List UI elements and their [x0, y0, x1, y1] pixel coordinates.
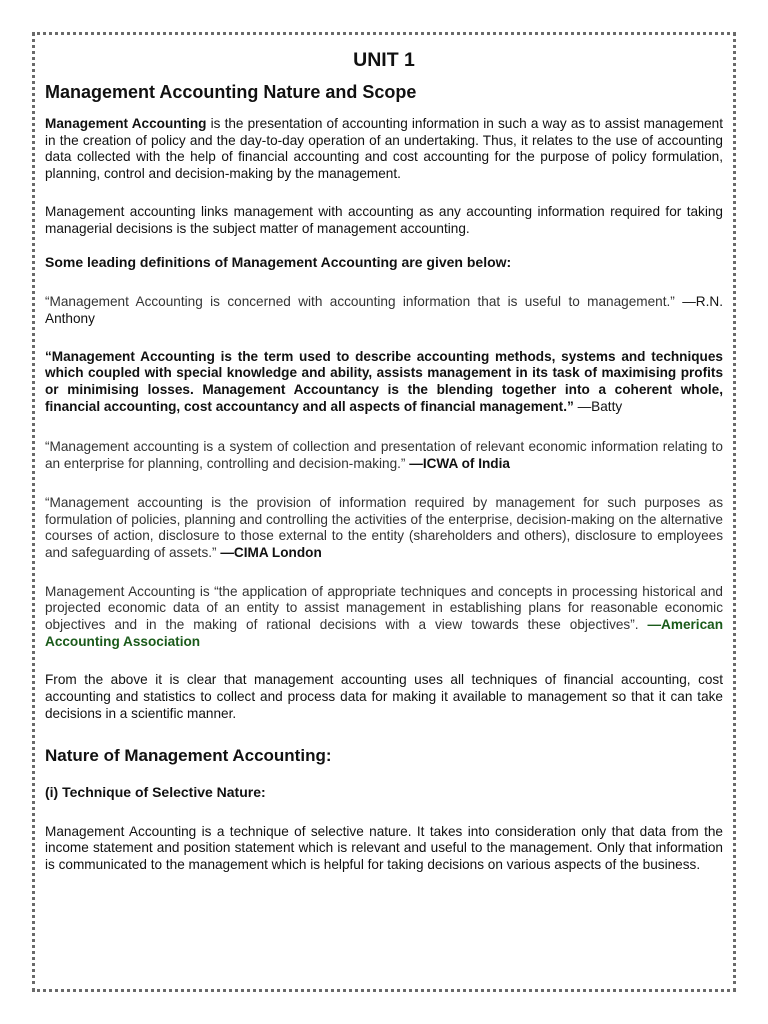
definition-aaa [45, 584, 723, 651]
definition-anthony [45, 294, 723, 327]
definition-cima [45, 495, 723, 562]
definition-batty [45, 349, 723, 416]
page-heading: Management Accounting Nature and Scope [45, 82, 417, 102]
definition-icwa-quote: “Management accounting is a system of collection and presentation of relevant economic information relating to an enterprise for planning, controlling and decision-making.” [45, 439, 723, 472]
conclusion-paragraph: From the above it is clear that management accounting uses all techniques of financial accounting, cost accounting and statistics to collect and process data for making it available to management so that it can take decisions in a scientific manner. [45, 672, 723, 721]
definition-cima-quote: “Management accounting is the provision of information required by management for such purposes as formulation of policies, planning and controlling the activities of the enterprise, decision-making on the alternative courses of action, disclosure to those external to the entity (shareholders and others), disclosure to employees and safeguarding of assets.” [45, 494, 723, 560]
definition-batty-source: —Batty [573, 398, 623, 414]
definition-anthony-quote: “Management Accounting is concerned with accounting information that is useful to management.” [45, 294, 675, 310]
definition-icwa [45, 439, 723, 472]
definitions-heading: Some leading definitions of Management Accounting are given below: [45, 254, 512, 271]
selective-paragraph: Management Accounting is a technique of selective nature. It takes into consideration only that data from the income statement and position statement which is relevant and useful to the management. Only that information is communicated to the management which is helpful for taking decisions on various aspects of the business. [45, 823, 723, 872]
nature-heading: Nature of Management Accounting: [45, 745, 332, 765]
intro-term: Management Accounting [45, 116, 207, 131]
definition-aaa-source: —American Accounting Association [45, 617, 724, 649]
page-content [45, 48, 723, 874]
intro-text: is the presentation of accounting information in such a way as to assist management in the creation of policy and the day-to-day operation of an undertaking. Thus, it relates to the use of accounting data collected with the help of financial accounting and cost accounting for the purpose of policy formulation, planning, control and decision-making by the management. [45, 116, 724, 182]
definition-cima-source: —CIMA London [216, 544, 322, 560]
unit-title: UNIT 1 [353, 49, 415, 71]
selective-subheading: (i) Technique of Selective Nature: [45, 783, 266, 800]
links-paragraph: Management accounting links management with accounting as any accounting information required for taking managerial decisions is the subject matter of management accounting. [45, 203, 723, 236]
definition-aaa-quote: Management Accounting is “the application of appropriate techniques and concepts in processing historical and projected economic data of an entity to assist management in establishing plans for reasonable economic objectives and in the making of rational decisions with a view towards these objectives”. [45, 583, 723, 633]
definition-batty-quote: “Management Accounting is the term used to describe accounting methods, systems and techniques which coupled with special knowledge and ability, assists management in its task of maximising profits or minimising losses. Management Accountancy is the blending together into a coherent whole, financial accounting, cost accountancy and all aspects of financial management.” [45, 348, 723, 414]
definition-icwa-source: —ICWA of India [405, 456, 510, 472]
intro-paragraph [45, 116, 723, 183]
definition-anthony-source: —R.N. Anthony [45, 294, 723, 326]
